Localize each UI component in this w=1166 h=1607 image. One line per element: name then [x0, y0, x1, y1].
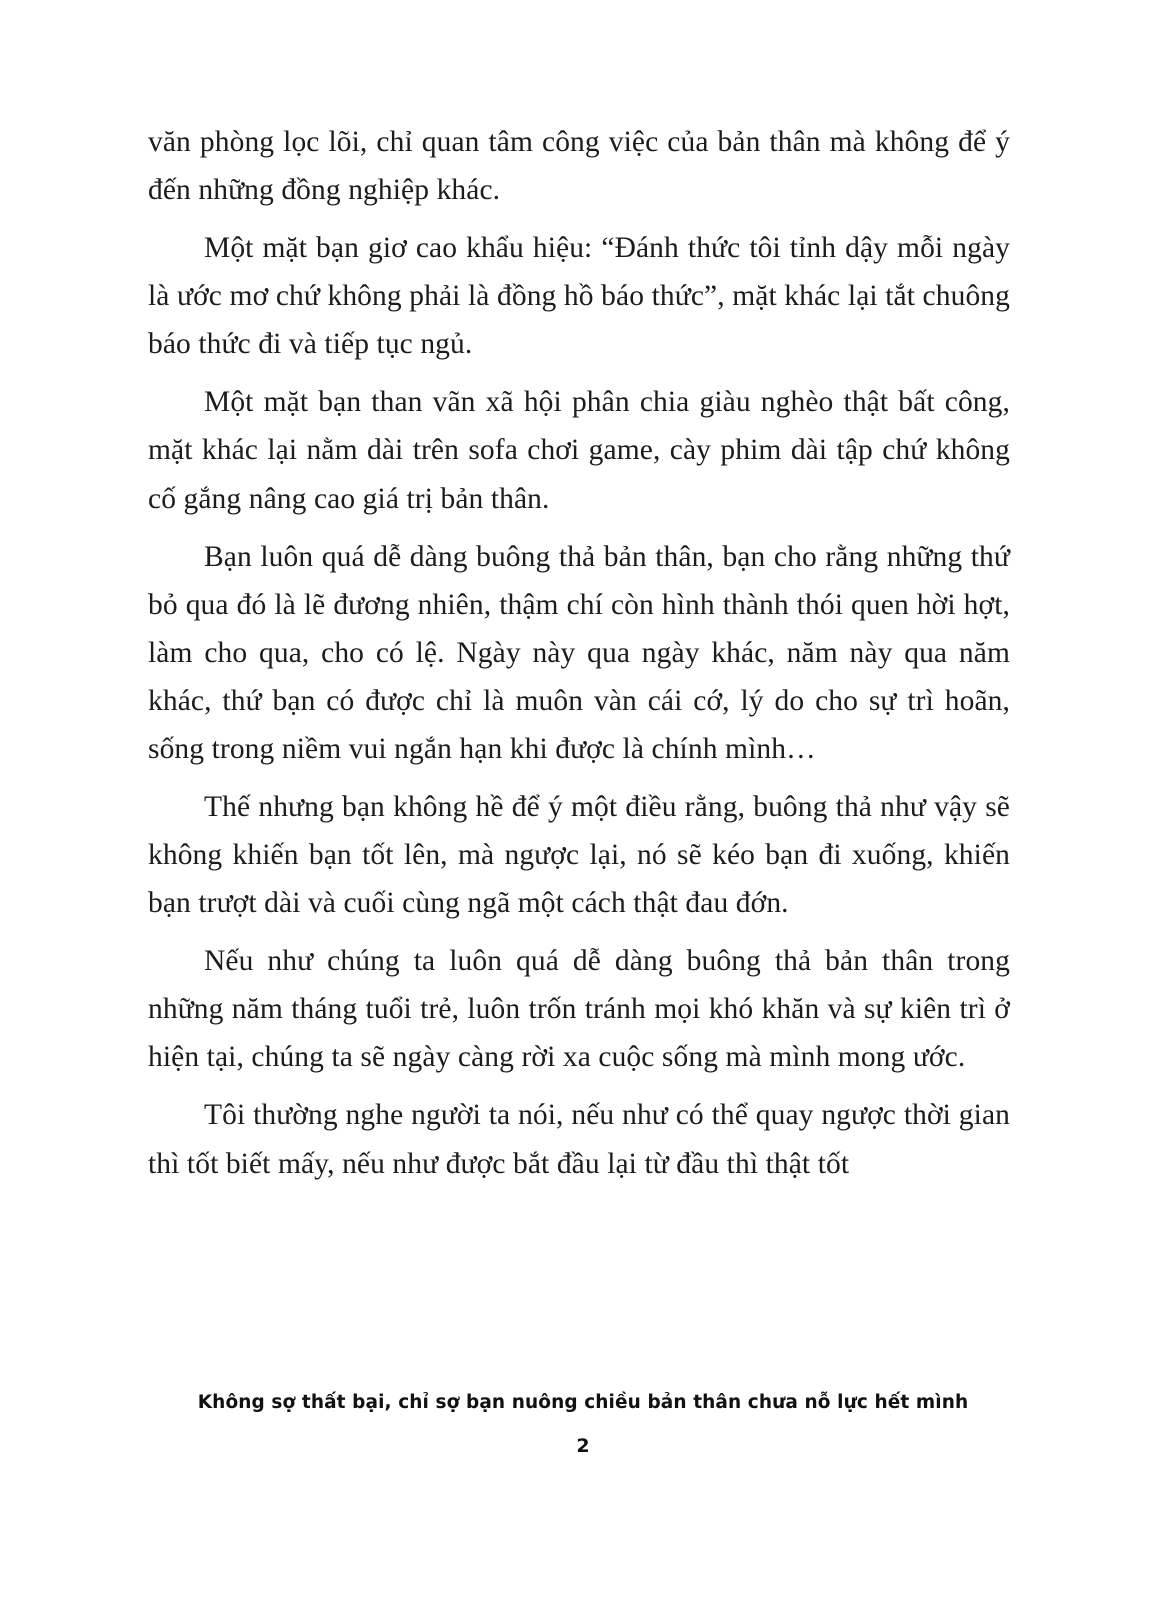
paragraph: Nếu như chúng ta luôn quá dễ dàng buông thả bản thân trong những năm tháng tuổi trẻ, luôn trốn tránh mọi khó khăn và sự kiên trì ở hiện tại, chúng ta sẽ ngày càng rời xa cuộc sống mà mình mong ước. [148, 945, 1010, 1074]
paragraph: Tôi thường nghe người ta nói, nếu như có thể quay ngược thời gian thì tốt biết mấy, nếu như được bắt đầu lại từ đầu thì thật tốt [148, 1099, 1010, 1180]
paragraph: văn phòng lọc lõi, chỉ quan tâm công việc của bản thân mà không để ý đến những đồng nghiệp khác. [148, 126, 1010, 207]
paragraph: Một mặt bạn than vãn xã hội phân chia giàu nghèo thật bất công, mặt khác lại nằm dài trên sofa chơi game, cày phim dài tập chứ không cố gắng nâng cao giá trị bản thân. [148, 386, 1010, 515]
page-footer [0, 1392, 1166, 1457]
page-body-text [148, 118, 1010, 1188]
page-number: 2 [576, 1435, 590, 1457]
paragraph: Thế nhưng bạn không hề để ý một điều rằng, buông thả như vậy sẽ không khiến bạn tốt lên, mà ngược lại, nó sẽ kéo bạn đi xuống, khiến bạn trượt dài và cuối cùng ngã một cách thật đau đớn. [148, 791, 1010, 920]
paragraph: Bạn luôn quá dễ dàng buông thả bản thân, bạn cho rằng những thứ bỏ qua đó là lẽ đương nhiên, thậm chí còn hình thành thói quen hời hợt, làm cho qua, cho có lệ. Ngày này qua ngày khác, năm này qua năm khác, thứ bạn có được chỉ là muôn vàn cái cớ, lý do cho sự trì hoãn, sống trong niềm vui ngắn hạn khi được là chính mình… [148, 540, 1010, 765]
paragraph: Một mặt bạn giơ cao khẩu hiệu: “Đánh thức tôi tỉnh dậy mỗi ngày là ước mơ chứ không phải là đồng hồ báo thức”, mặt khác lại tắt chuông báo thức đi và tiếp tục ngủ. [148, 232, 1010, 361]
running-title: Không sợ thất bại, chỉ sợ bạn nuông chiều bản thân chưa nỗ lực hết mình [197, 1392, 969, 1413]
